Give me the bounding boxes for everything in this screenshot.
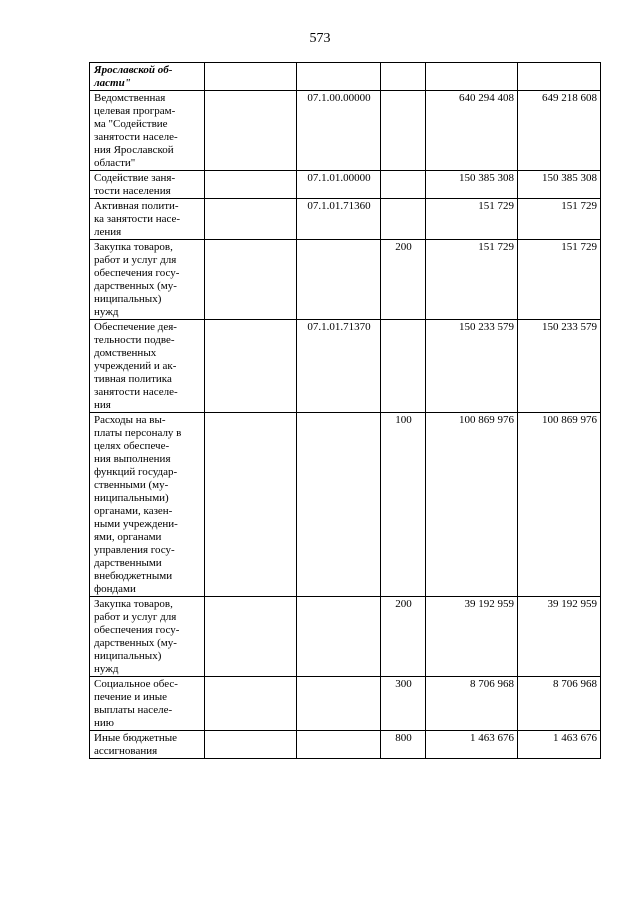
row-name-text: Ярославской об- ласти" — [94, 64, 173, 89]
expense-type-cell — [381, 91, 426, 171]
sum-year-2-cell: 151 729 — [518, 199, 601, 240]
sum-year-1-cell: 150 233 579 — [426, 320, 518, 413]
row-name-text: Ведомственная целевая програм- ма "Содействие занятости населе- ния Ярославской области" — [94, 92, 178, 169]
expense-type-cell — [381, 63, 426, 91]
target-article-code-cell — [297, 677, 381, 731]
expense-type-cell — [381, 171, 426, 199]
table-row — [90, 63, 601, 91]
target-article-code-cell: 07.1.01.00000 — [297, 171, 381, 199]
blank-cell — [205, 199, 297, 240]
blank-cell — [205, 413, 297, 597]
blank-cell — [205, 731, 297, 759]
sum-year-2-cell: 1 463 676 — [518, 731, 601, 759]
row-name-text: Содействие заня- тости населения — [94, 172, 176, 197]
expense-type-cell: 200 — [381, 597, 426, 677]
row-name-cell — [90, 731, 205, 759]
row-name-text: Социальное обес- печение и иные выплаты населе- нию — [94, 678, 178, 729]
budget-table-body — [90, 63, 601, 759]
row-name-cell — [90, 199, 205, 240]
expense-type-cell: 200 — [381, 240, 426, 320]
table-row — [90, 320, 601, 413]
row-name-cell — [90, 171, 205, 199]
sum-year-2-cell: 150 233 579 — [518, 320, 601, 413]
table-row — [90, 413, 601, 597]
sum-year-2-cell: 649 218 608 — [518, 91, 601, 171]
sum-year-1-cell: 150 385 308 — [426, 171, 518, 199]
target-article-code-cell: 07.1.01.71360 — [297, 199, 381, 240]
sum-year-1-cell: 8 706 968 — [426, 677, 518, 731]
row-name-cell — [90, 91, 205, 171]
table-row — [90, 199, 601, 240]
row-name-cell — [90, 413, 205, 597]
table-row — [90, 677, 601, 731]
row-name-cell — [90, 320, 205, 413]
row-name-cell — [90, 677, 205, 731]
row-name-text: Закупка товаров, работ и услуг для обеспечения госу- дарственных (му- ниципальных) нужд — [94, 241, 180, 318]
sum-year-1-cell: 39 192 959 — [426, 597, 518, 677]
blank-cell — [205, 677, 297, 731]
expense-type-cell — [381, 199, 426, 240]
target-article-code-cell — [297, 240, 381, 320]
blank-cell — [205, 63, 297, 91]
sum-year-1-cell: 100 869 976 — [426, 413, 518, 597]
expense-type-cell: 800 — [381, 731, 426, 759]
table-row — [90, 597, 601, 677]
sum-year-1-cell: 640 294 408 — [426, 91, 518, 171]
expense-type-cell: 100 — [381, 413, 426, 597]
sum-year-2-cell: 100 869 976 — [518, 413, 601, 597]
blank-cell — [205, 91, 297, 171]
expense-type-cell: 300 — [381, 677, 426, 731]
budget-table — [89, 62, 601, 759]
sum-year-2-cell: 150 385 308 — [518, 171, 601, 199]
sum-year-2-cell: 8 706 968 — [518, 677, 601, 731]
target-article-code-cell: 07.1.00.00000 — [297, 91, 381, 171]
row-name-text: Иные бюджетные ассигнования — [94, 732, 178, 757]
blank-cell — [205, 597, 297, 677]
target-article-code-cell — [297, 597, 381, 677]
row-name-cell — [90, 240, 205, 320]
row-name-text: Активная полити- ка занятости насе- ления — [94, 200, 181, 238]
table-row — [90, 91, 601, 171]
table-row — [90, 731, 601, 759]
table-row — [90, 171, 601, 199]
row-name-text: Обеспечение дея- тельности подве- домственных учреждений и ак- тивная политика занятости населе- ния — [94, 321, 178, 411]
sum-year-2-cell: 151 729 — [518, 240, 601, 320]
table-row — [90, 240, 601, 320]
expense-type-cell — [381, 320, 426, 413]
row-name-cell — [90, 63, 205, 91]
row-name-text: Закупка товаров, работ и услуг для обеспечения госу- дарственных (му- ниципальных) нужд — [94, 598, 180, 675]
blank-cell — [205, 240, 297, 320]
target-article-code-cell — [297, 731, 381, 759]
target-article-code-cell: 07.1.01.71370 — [297, 320, 381, 413]
row-name-cell — [90, 597, 205, 677]
sum-year-1-cell: 151 729 — [426, 240, 518, 320]
target-article-code-cell — [297, 413, 381, 597]
sum-year-2-cell — [518, 63, 601, 91]
target-article-code-cell — [297, 63, 381, 91]
row-name-text: Расходы на вы- платы персоналу в целях обеспече- ния выполнения функций государ- ственными (му- ниципальными) органами, казен- ными учреждени- ями, органами управления госу- дарственными внебюджетными фондами — [94, 414, 182, 595]
sum-year-1-cell: 1 463 676 — [426, 731, 518, 759]
sum-year-1-cell: 151 729 — [426, 199, 518, 240]
sum-year-2-cell: 39 192 959 — [518, 597, 601, 677]
sum-year-1-cell — [426, 63, 518, 91]
page-number: 573 — [309, 31, 331, 46]
blank-cell — [205, 320, 297, 413]
blank-cell — [205, 171, 297, 199]
